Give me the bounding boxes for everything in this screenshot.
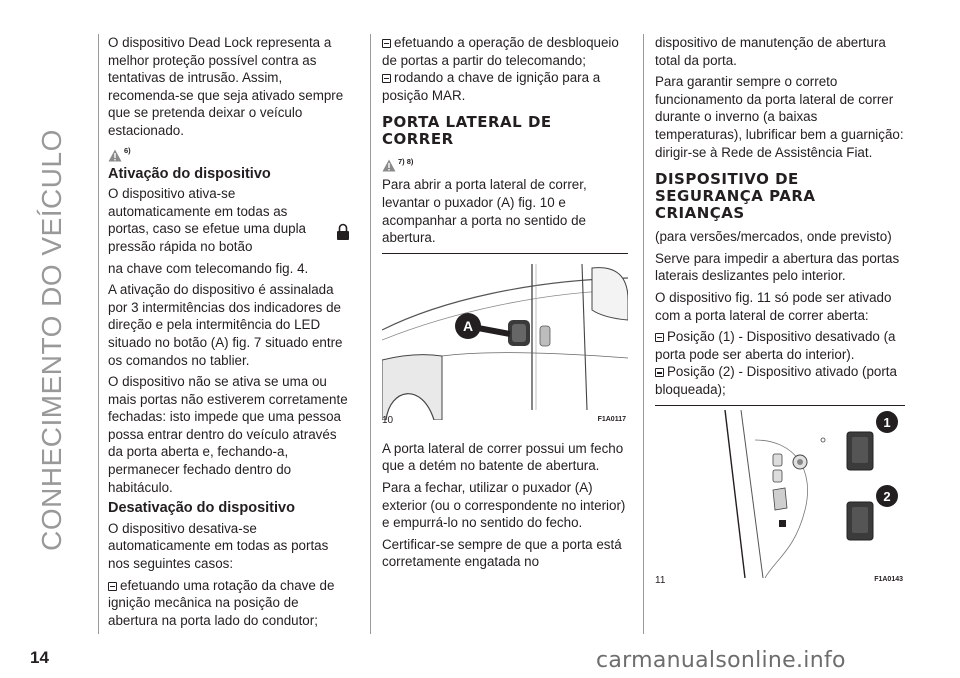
- figure-number: 10: [382, 415, 394, 427]
- figure-number: 11: [655, 574, 666, 586]
- paragraph: A ativação do dispositivo é assinalada por 3 intermitências dos indicadores de direção e pela intermitência do LED situado no botão (A) fig. 7 situado entre os comandos no tablier.: [108, 282, 343, 368]
- page-number: 14: [30, 648, 49, 667]
- heading-desativacao: Desativação do dispositivo: [108, 500, 295, 517]
- paragraph-text: O dispositivo ativa-se automaticamente em todas as portas, caso se efetue uma dupla pressão rápida no botão: [108, 186, 307, 254]
- bullet-icon: [382, 74, 391, 83]
- paragraph: O dispositivo Dead Lock representa a melhor proteção possível contra as tentativas de intrusão. Assim, recomenda-se que seja ativado sempre que se pretenda deixar o veículo estacionado.: [108, 35, 344, 138]
- van-side-door-image: [382, 260, 628, 420]
- warning-ref-number: 6): [124, 145, 131, 155]
- paragraph: O dispositivo fig. 11 só pode ser ativado com a porta lateral de correr aberta:: [655, 289, 892, 323]
- bullet-text: Posição (2) - Dispositivo ativado (porta bloqueada);: [655, 364, 897, 397]
- bullet-item: [655, 363, 905, 398]
- paragraph: (para versões/mercados, onde previsto): [655, 229, 892, 245]
- column-1: [108, 34, 352, 633]
- bullet-item: [382, 69, 628, 104]
- figure-callout-1: 1: [883, 414, 891, 430]
- paragraph: Para abrir a porta lateral de correr, levantar o puxador (A) fig. 10 e acompanhar a porta no sentido de abertura.: [382, 177, 587, 246]
- watermark: carmanualsonline.info: [596, 648, 846, 673]
- column-separator: [643, 34, 644, 634]
- paragraph: dispositivo de manutenção de abertura total da porta.: [655, 35, 886, 68]
- bullet-icon: [655, 368, 664, 377]
- heading-ativacao: Ativação do dispositivo: [108, 165, 271, 182]
- bullet-text: rodando a chave de ignição para a posição MAR.: [382, 70, 601, 103]
- figure-callout-2: 2: [883, 488, 891, 504]
- lock-icon: [336, 223, 350, 241]
- paragraph: Serve para impedir a abertura das portas laterais deslizantes pelo interior.: [655, 250, 900, 284]
- side-section-title: CONHECIMENTO DO VEÍCULO: [36, 129, 67, 551]
- bullet-text: Posição (1) - Dispositivo desativado (a porta pode ser aberta do interior).: [655, 329, 896, 362]
- bullet-item: [655, 328, 905, 363]
- bullet-icon: [382, 39, 391, 48]
- child-lock-image: [655, 410, 905, 578]
- warning-reference: [108, 144, 352, 162]
- paragraph: na chave com telecomando fig. 4.: [108, 260, 309, 276]
- heading-porta-lateral: PORTA LATERAL DE CORRER: [382, 113, 552, 149]
- paragraph: Certificar-se sempre de que a porta está corretamente engatada no: [382, 536, 622, 570]
- column-separator: [370, 34, 371, 634]
- bullet-text: efetuando a operação de desbloqueio de portas a partir do telecomando;: [382, 35, 619, 68]
- column-separator: [98, 34, 99, 634]
- paragraph: O dispositivo não se ativa se uma ou mais portas não estiverem corretamente fechadas: isto impede que uma pessoa possa entrar dentro do veículo através da porta aberta e, fechando-a, permanecer fechado dentro do habitáculo.: [108, 374, 348, 495]
- warning-triangle-icon: [108, 149, 122, 162]
- warning-ref-number: 7) 8): [398, 156, 414, 166]
- figure-code: F1A0117: [597, 416, 626, 424]
- column-2: [382, 34, 628, 575]
- bullet-item: [108, 577, 352, 630]
- warning-triangle-icon: [382, 159, 396, 172]
- bullet-icon: [655, 333, 664, 342]
- bullet-text: efetuando uma rotação da chave de ignição mecânica na posição de abertura na porta lado do condutor;: [108, 577, 335, 628]
- paragraph: Para a fechar, utilizar o puxador (A) exterior (ou o correspondente no interior) e empurrá-lo no sentido do fecho.: [382, 479, 626, 531]
- paragraph: [108, 185, 352, 255]
- paragraph: A porta lateral de correr possui um fecho que a detém no batente de abertura.: [382, 440, 624, 474]
- paragraph: Para garantir sempre o correto funcionamento da porta lateral de correr durante o inverno (a baixas temperaturas), lubrificar bem a guarnição: dirigir-se à Rede de Assistência Fiat.: [655, 74, 904, 160]
- figure-callout-a: A: [462, 317, 474, 334]
- figure-code: F1A0143: [874, 575, 903, 583]
- bullet-icon: [108, 582, 117, 591]
- column-3: [655, 34, 905, 592]
- heading-dispositivo-seguranca: DISPOSITIVO DE SEGURANÇA PARA CRIANÇAS: [655, 170, 816, 223]
- warning-reference: [382, 154, 628, 172]
- figure-11: [655, 405, 905, 592]
- paragraph: O dispositivo desativa-se automaticamente em todas as portas nos seguintes casos:: [108, 520, 329, 572]
- bullet-item: [382, 34, 628, 69]
- figure-10: [382, 253, 628, 432]
